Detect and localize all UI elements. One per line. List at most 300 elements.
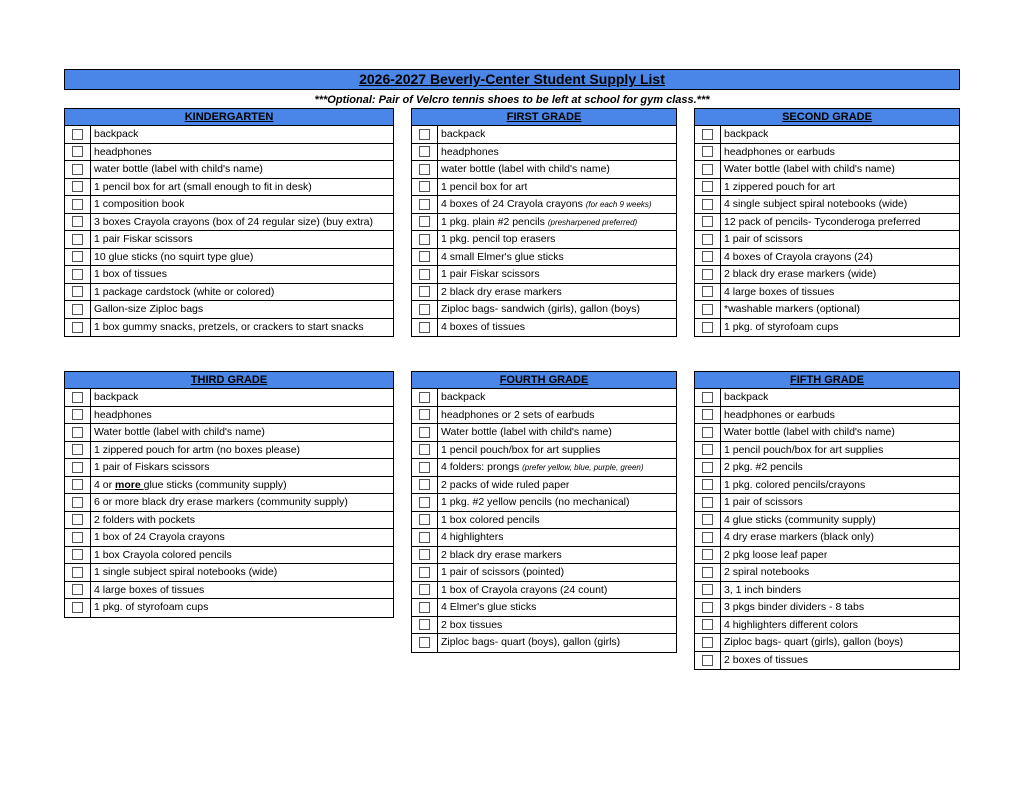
supply-item-text	[721, 214, 921, 231]
checkbox[interactable]	[419, 444, 430, 455]
checkbox-cell	[65, 582, 91, 599]
checkbox[interactable]	[702, 216, 713, 227]
supply-item-row	[65, 599, 393, 617]
supply-item-row	[65, 389, 393, 407]
checkbox-cell	[695, 512, 721, 529]
supply-item-row	[65, 126, 393, 144]
supply-item-row	[412, 389, 676, 407]
item-label: 1 zippered pouch for artm (no boxes please)	[94, 443, 301, 456]
supply-item-row	[412, 459, 676, 477]
supply-item-text	[91, 547, 232, 564]
checkbox[interactable]	[702, 479, 713, 490]
grade-header: KINDERGARTEN	[65, 109, 393, 126]
supply-item-text	[721, 319, 838, 337]
checkbox[interactable]	[72, 199, 83, 210]
supply-item-text	[91, 196, 184, 213]
supply-item-text	[91, 126, 138, 143]
checkbox-cell	[65, 161, 91, 178]
item-label: headphones or earbuds	[724, 145, 835, 158]
checkbox-cell	[412, 494, 438, 511]
item-label: 4 glue sticks (community supply)	[724, 513, 876, 526]
checkbox[interactable]	[702, 234, 713, 245]
supply-item-text	[438, 582, 607, 599]
checkbox[interactable]	[419, 199, 430, 210]
item-label: Ziploc bags- quart (boys), gallon (girls)	[441, 636, 621, 648]
supply-item-row	[695, 477, 959, 495]
supply-item-text	[91, 477, 287, 494]
checkbox-cell	[412, 161, 438, 178]
supply-item-text	[91, 179, 312, 196]
supply-item-text	[438, 144, 499, 161]
item-label: 1 pencil box for art	[441, 180, 528, 193]
supply-item-text	[438, 179, 527, 196]
item-label: 1 pkg. plain #2 pencils	[441, 215, 545, 228]
checkbox[interactable]	[702, 427, 713, 438]
supply-item-row	[695, 599, 959, 617]
item-label: 10 glue sticks (no squirt type glue)	[94, 250, 254, 263]
supply-item-text	[91, 512, 195, 529]
item-note: (for each 9 weeks)	[585, 200, 652, 209]
checkbox-cell	[695, 231, 721, 248]
checkbox-cell	[695, 284, 721, 301]
supply-item-text	[91, 442, 300, 459]
checkbox[interactable]	[702, 567, 713, 578]
checkbox[interactable]	[72, 234, 83, 245]
supply-item-text	[721, 144, 835, 161]
item-label: 4 highlighters	[441, 531, 504, 543]
checkbox[interactable]	[702, 129, 713, 140]
checkbox[interactable]	[72, 322, 83, 333]
item-label: Water bottle (label with child's name)	[724, 163, 895, 175]
supply-item-row	[695, 249, 959, 267]
checkbox-cell	[695, 634, 721, 651]
supply-item-text	[721, 477, 865, 494]
checkbox-cell	[65, 284, 91, 301]
supply-item-text	[438, 407, 595, 424]
checkbox-cell	[65, 529, 91, 546]
supply-item-text	[438, 477, 569, 494]
checkbox-cell	[695, 266, 721, 283]
supply-item-text	[91, 249, 253, 266]
supply-item-text	[91, 284, 274, 301]
supply-item-text	[721, 179, 835, 196]
checkbox[interactable]	[72, 216, 83, 227]
item-label: 1 box gummy snacks, pretzels, or crackers to start snacks	[94, 320, 364, 333]
checkbox-cell	[412, 214, 438, 231]
checkbox[interactable]	[72, 444, 83, 455]
supply-item-row	[695, 442, 959, 460]
checkbox[interactable]	[702, 322, 713, 333]
supply-item-row	[412, 196, 676, 214]
supply-item-text	[438, 266, 540, 283]
checkbox[interactable]	[702, 409, 713, 420]
checkbox-cell	[65, 214, 91, 231]
item-label: 4 boxes of Crayola crayons (24)	[724, 250, 873, 263]
supply-item-row	[695, 284, 959, 302]
checkbox-cell	[412, 477, 438, 494]
checkbox-cell	[695, 442, 721, 459]
item-label: 4 folders: prongs	[441, 461, 520, 473]
item-label: 4 large boxes of tissues	[724, 285, 835, 298]
checkbox[interactable]	[419, 216, 430, 227]
checkbox[interactable]	[72, 584, 83, 595]
checkbox-cell	[65, 249, 91, 266]
checkbox[interactable]	[72, 392, 83, 403]
item-label: 2 spiral notebooks	[724, 566, 810, 578]
supply-item-row	[695, 266, 959, 284]
checkbox-cell	[695, 652, 721, 670]
supply-item-row	[695, 179, 959, 197]
supply-item-text	[438, 389, 485, 406]
checkbox-cell	[65, 477, 91, 494]
supply-item-text	[438, 512, 540, 529]
supply-item-text	[91, 266, 167, 283]
supply-item-text	[91, 231, 193, 248]
emphasis-more: more	[115, 478, 144, 491]
item-label: 2 packs of wide ruled paper	[441, 478, 570, 491]
checkbox-cell	[65, 547, 91, 564]
supply-item-row	[412, 319, 676, 337]
supply-item-text	[91, 144, 152, 161]
checkbox[interactable]	[72, 549, 83, 560]
item-label: 1 pair of Fiskars scissors	[94, 461, 210, 473]
supply-item-row	[695, 512, 959, 530]
checkbox[interactable]	[702, 164, 713, 175]
checkbox[interactable]	[702, 549, 713, 560]
item-label: 4 dry erase markers (black only)	[724, 531, 874, 543]
supply-item-text	[438, 599, 536, 616]
supply-item-row	[695, 196, 959, 214]
checkbox[interactable]	[72, 164, 83, 175]
supply-item-text	[438, 161, 610, 178]
grade-list-first-grade	[411, 108, 677, 337]
checkbox-cell	[412, 179, 438, 196]
grade-list-second-grade	[694, 108, 960, 337]
checkbox[interactable]	[419, 181, 430, 192]
item-label: headphones	[94, 145, 152, 158]
item-label: *washable markers (optional)	[724, 303, 860, 315]
supply-item-text	[91, 424, 265, 441]
item-note: (prefer yellow, blue, purple, green)	[522, 463, 644, 472]
supply-item-text	[721, 494, 803, 511]
checkbox[interactable]	[419, 497, 430, 508]
checkbox[interactable]	[419, 304, 430, 315]
checkbox[interactable]	[702, 286, 713, 297]
supply-item-text	[91, 214, 373, 231]
checkbox-cell	[412, 442, 438, 459]
checkbox[interactable]	[72, 567, 83, 578]
checkbox[interactable]	[702, 514, 713, 525]
supply-item-row	[412, 512, 676, 530]
item-label: 6 or more black dry erase markers (community supply)	[94, 496, 348, 508]
checkbox-cell	[412, 266, 438, 283]
checkbox[interactable]	[702, 584, 713, 595]
checkbox[interactable]	[419, 251, 430, 262]
supply-item-row	[695, 634, 959, 652]
grade-header: FIFTH GRADE	[695, 372, 959, 389]
item-label: 1 zippered pouch for art	[724, 180, 835, 193]
checkbox[interactable]	[419, 392, 430, 403]
checkbox[interactable]	[702, 269, 713, 280]
checkbox[interactable]	[419, 602, 430, 613]
checkbox[interactable]	[419, 549, 430, 560]
supply-item-row	[65, 512, 393, 530]
item-label: backpack	[94, 391, 139, 403]
supply-item-text	[91, 494, 348, 511]
supply-item-text	[91, 582, 204, 599]
checkbox-cell	[695, 617, 721, 634]
checkbox-cell	[65, 126, 91, 143]
checkbox-cell	[65, 144, 91, 161]
checkbox-cell	[695, 547, 721, 564]
supply-item-row	[695, 424, 959, 442]
checkbox-cell	[412, 319, 438, 337]
checkbox[interactable]	[72, 146, 83, 157]
checkbox[interactable]	[419, 479, 430, 490]
supply-item-row	[65, 494, 393, 512]
checkbox[interactable]	[419, 322, 430, 333]
checkbox[interactable]	[72, 304, 83, 315]
checkbox[interactable]	[702, 602, 713, 613]
checkbox[interactable]	[419, 584, 430, 595]
item-label: 2 pkg. #2 pencils	[724, 461, 803, 473]
checkbox[interactable]	[702, 251, 713, 262]
supply-item-text	[438, 126, 485, 143]
item-label: 4 boxes of 24 Crayola crayons	[441, 198, 583, 210]
checkbox[interactable]	[419, 234, 430, 245]
checkbox[interactable]	[72, 181, 83, 192]
checkbox[interactable]	[72, 251, 83, 262]
checkbox[interactable]	[702, 497, 713, 508]
item-label: 2 black dry erase markers	[441, 548, 562, 561]
supply-item-row	[65, 407, 393, 425]
supply-item-text	[438, 249, 564, 266]
checkbox-cell	[412, 512, 438, 529]
checkbox[interactable]	[72, 497, 83, 508]
grade-header: THIRD GRADE	[65, 372, 393, 389]
supply-item-row	[412, 179, 676, 197]
supply-item-text	[438, 301, 640, 318]
checkbox-cell	[695, 144, 721, 161]
supply-item-row	[65, 477, 393, 495]
supply-item-text	[721, 582, 801, 599]
checkbox-cell	[65, 442, 91, 459]
checkbox[interactable]	[419, 146, 430, 157]
supply-item-row	[65, 301, 393, 319]
supply-item-row	[412, 214, 676, 232]
supply-item-row	[65, 161, 393, 179]
supply-item-text	[721, 617, 858, 634]
supply-item-row	[412, 266, 676, 284]
supply-item-row	[412, 424, 676, 442]
checkbox[interactable]	[702, 444, 713, 455]
supply-item-row	[412, 284, 676, 302]
checkbox[interactable]	[419, 462, 430, 473]
supply-item-row	[412, 161, 676, 179]
checkbox[interactable]	[702, 637, 713, 648]
checkbox[interactable]	[72, 269, 83, 280]
grade-header: FOURTH GRADE	[412, 372, 676, 389]
supply-item-row	[412, 126, 676, 144]
supply-item-text	[721, 301, 860, 318]
item-label: headphones or earbuds	[724, 408, 835, 421]
checkbox[interactable]	[72, 514, 83, 525]
checkbox-cell	[65, 266, 91, 283]
checkbox[interactable]	[419, 409, 430, 420]
checkbox[interactable]	[419, 514, 430, 525]
checkbox[interactable]	[702, 619, 713, 630]
checkbox[interactable]	[702, 655, 713, 666]
item-label: 1 composition book	[94, 198, 185, 210]
grade-list-third-grade	[64, 371, 394, 618]
checkbox-cell	[695, 424, 721, 441]
checkbox[interactable]	[419, 129, 430, 140]
checkbox[interactable]	[419, 269, 430, 280]
checkbox[interactable]	[702, 199, 713, 210]
supply-item-text	[721, 389, 768, 406]
supply-item-row	[695, 389, 959, 407]
item-label: 1 pair of scissors (pointed)	[441, 566, 565, 578]
checkbox[interactable]	[702, 304, 713, 315]
item-prefix: 4 or	[94, 478, 116, 491]
item-note: (presharpened preferred)	[547, 217, 638, 227]
checkbox-cell	[65, 599, 91, 617]
checkbox[interactable]	[72, 427, 83, 438]
item-label: 3 pkgs binder dividers - 8 tabs	[724, 601, 865, 613]
supply-item-row	[695, 582, 959, 600]
checkbox[interactable]	[702, 462, 713, 473]
item-label: 1 pkg. colored pencils/crayons	[724, 478, 866, 491]
supply-item-row	[412, 547, 676, 565]
supply-item-text	[721, 126, 768, 143]
checkbox-cell	[695, 529, 721, 546]
item-label: glue sticks (community supply)	[143, 478, 287, 491]
checkbox-cell	[695, 459, 721, 476]
checkbox[interactable]	[72, 602, 83, 613]
checkbox-cell	[695, 179, 721, 196]
supply-item-row	[65, 249, 393, 267]
supply-item-row	[412, 617, 676, 635]
checkbox-cell	[65, 424, 91, 441]
checkbox[interactable]	[419, 427, 430, 438]
item-label: 2 folders with pockets	[94, 513, 195, 526]
supply-item-row	[65, 179, 393, 197]
checkbox-cell	[412, 301, 438, 318]
item-label: 1 pkg. pencil top erasers	[441, 233, 556, 245]
supply-item-text	[91, 564, 277, 581]
checkbox-cell	[695, 494, 721, 511]
item-label: 12 pack of pencils- Tyconderoga preferred	[724, 215, 921, 228]
checkbox[interactable]	[419, 164, 430, 175]
checkbox[interactable]	[72, 286, 83, 297]
supply-item-text	[721, 512, 876, 529]
supply-item-text	[91, 599, 208, 617]
checkbox[interactable]	[419, 286, 430, 297]
item-label: headphones	[441, 145, 499, 158]
item-label: 4 boxes of tissues	[441, 320, 526, 333]
checkbox-cell	[412, 231, 438, 248]
checkbox[interactable]	[72, 462, 83, 473]
supply-item-row	[695, 214, 959, 232]
checkbox-cell	[412, 529, 438, 546]
supply-item-text	[438, 617, 502, 634]
supply-item-row	[412, 529, 676, 547]
supply-item-row	[65, 564, 393, 582]
item-label: 1 pair of scissors	[724, 233, 803, 245]
checkbox[interactable]	[419, 637, 430, 648]
checkbox[interactable]	[72, 532, 83, 543]
checkbox-cell	[65, 459, 91, 476]
supply-item-text	[91, 301, 203, 318]
checkbox-cell	[695, 196, 721, 213]
checkbox[interactable]	[72, 129, 83, 140]
item-label: 1 package cardstock (white or colored)	[94, 285, 275, 298]
supply-item-row	[65, 424, 393, 442]
supply-item-row	[65, 196, 393, 214]
checkbox[interactable]	[702, 392, 713, 403]
checkbox-cell	[695, 161, 721, 178]
item-label: backpack	[94, 128, 139, 140]
checkbox-cell	[695, 599, 721, 616]
checkbox[interactable]	[702, 181, 713, 192]
supply-item-text	[438, 459, 644, 476]
item-label: 4 small Elmer's glue sticks	[441, 250, 564, 263]
supply-item-row	[695, 494, 959, 512]
item-label: 1 pkg. of styrofoam cups	[94, 601, 209, 613]
item-label: Ziploc bags- sandwich (girls), gallon (boys)	[441, 303, 640, 315]
supply-item-text	[721, 424, 895, 441]
checkbox[interactable]	[419, 567, 430, 578]
supply-item-row	[412, 249, 676, 267]
supply-item-text	[91, 529, 225, 546]
supply-item-text	[721, 442, 883, 459]
checkbox-cell	[412, 389, 438, 406]
supply-item-text	[721, 161, 895, 178]
checkbox-cell	[412, 196, 438, 213]
checkbox[interactable]	[702, 146, 713, 157]
supply-item-row	[695, 144, 959, 162]
checkbox-cell	[412, 459, 438, 476]
checkbox-cell	[695, 407, 721, 424]
item-label: 2 black dry erase markers	[441, 285, 562, 298]
grade-list-kindergarten	[64, 108, 394, 337]
checkbox[interactable]	[702, 532, 713, 543]
supply-item-row	[695, 407, 959, 425]
supply-item-text	[721, 564, 809, 581]
item-label: 1 box of Crayola crayons (24 count)	[441, 583, 608, 596]
supply-item-text	[438, 529, 503, 546]
supply-item-text	[721, 407, 835, 424]
item-label: headphones or 2 sets of earbuds	[441, 408, 595, 421]
supply-item-row	[412, 582, 676, 600]
item-label: Water bottle (label with child's name)	[94, 426, 265, 438]
supply-item-text	[721, 266, 876, 283]
item-label: 2 pkg loose leaf paper	[724, 548, 828, 561]
checkbox[interactable]	[419, 619, 430, 630]
checkbox[interactable]	[419, 532, 430, 543]
supply-item-text	[721, 529, 874, 546]
checkbox[interactable]	[72, 409, 83, 420]
supply-item-row	[412, 634, 676, 652]
supply-item-text	[721, 634, 903, 651]
checkbox-cell	[412, 634, 438, 652]
checkbox[interactable]	[72, 479, 83, 490]
checkbox-cell	[65, 389, 91, 406]
supply-item-row	[412, 231, 676, 249]
checkbox-cell	[412, 617, 438, 634]
checkbox-cell	[695, 582, 721, 599]
supply-item-text	[721, 284, 834, 301]
